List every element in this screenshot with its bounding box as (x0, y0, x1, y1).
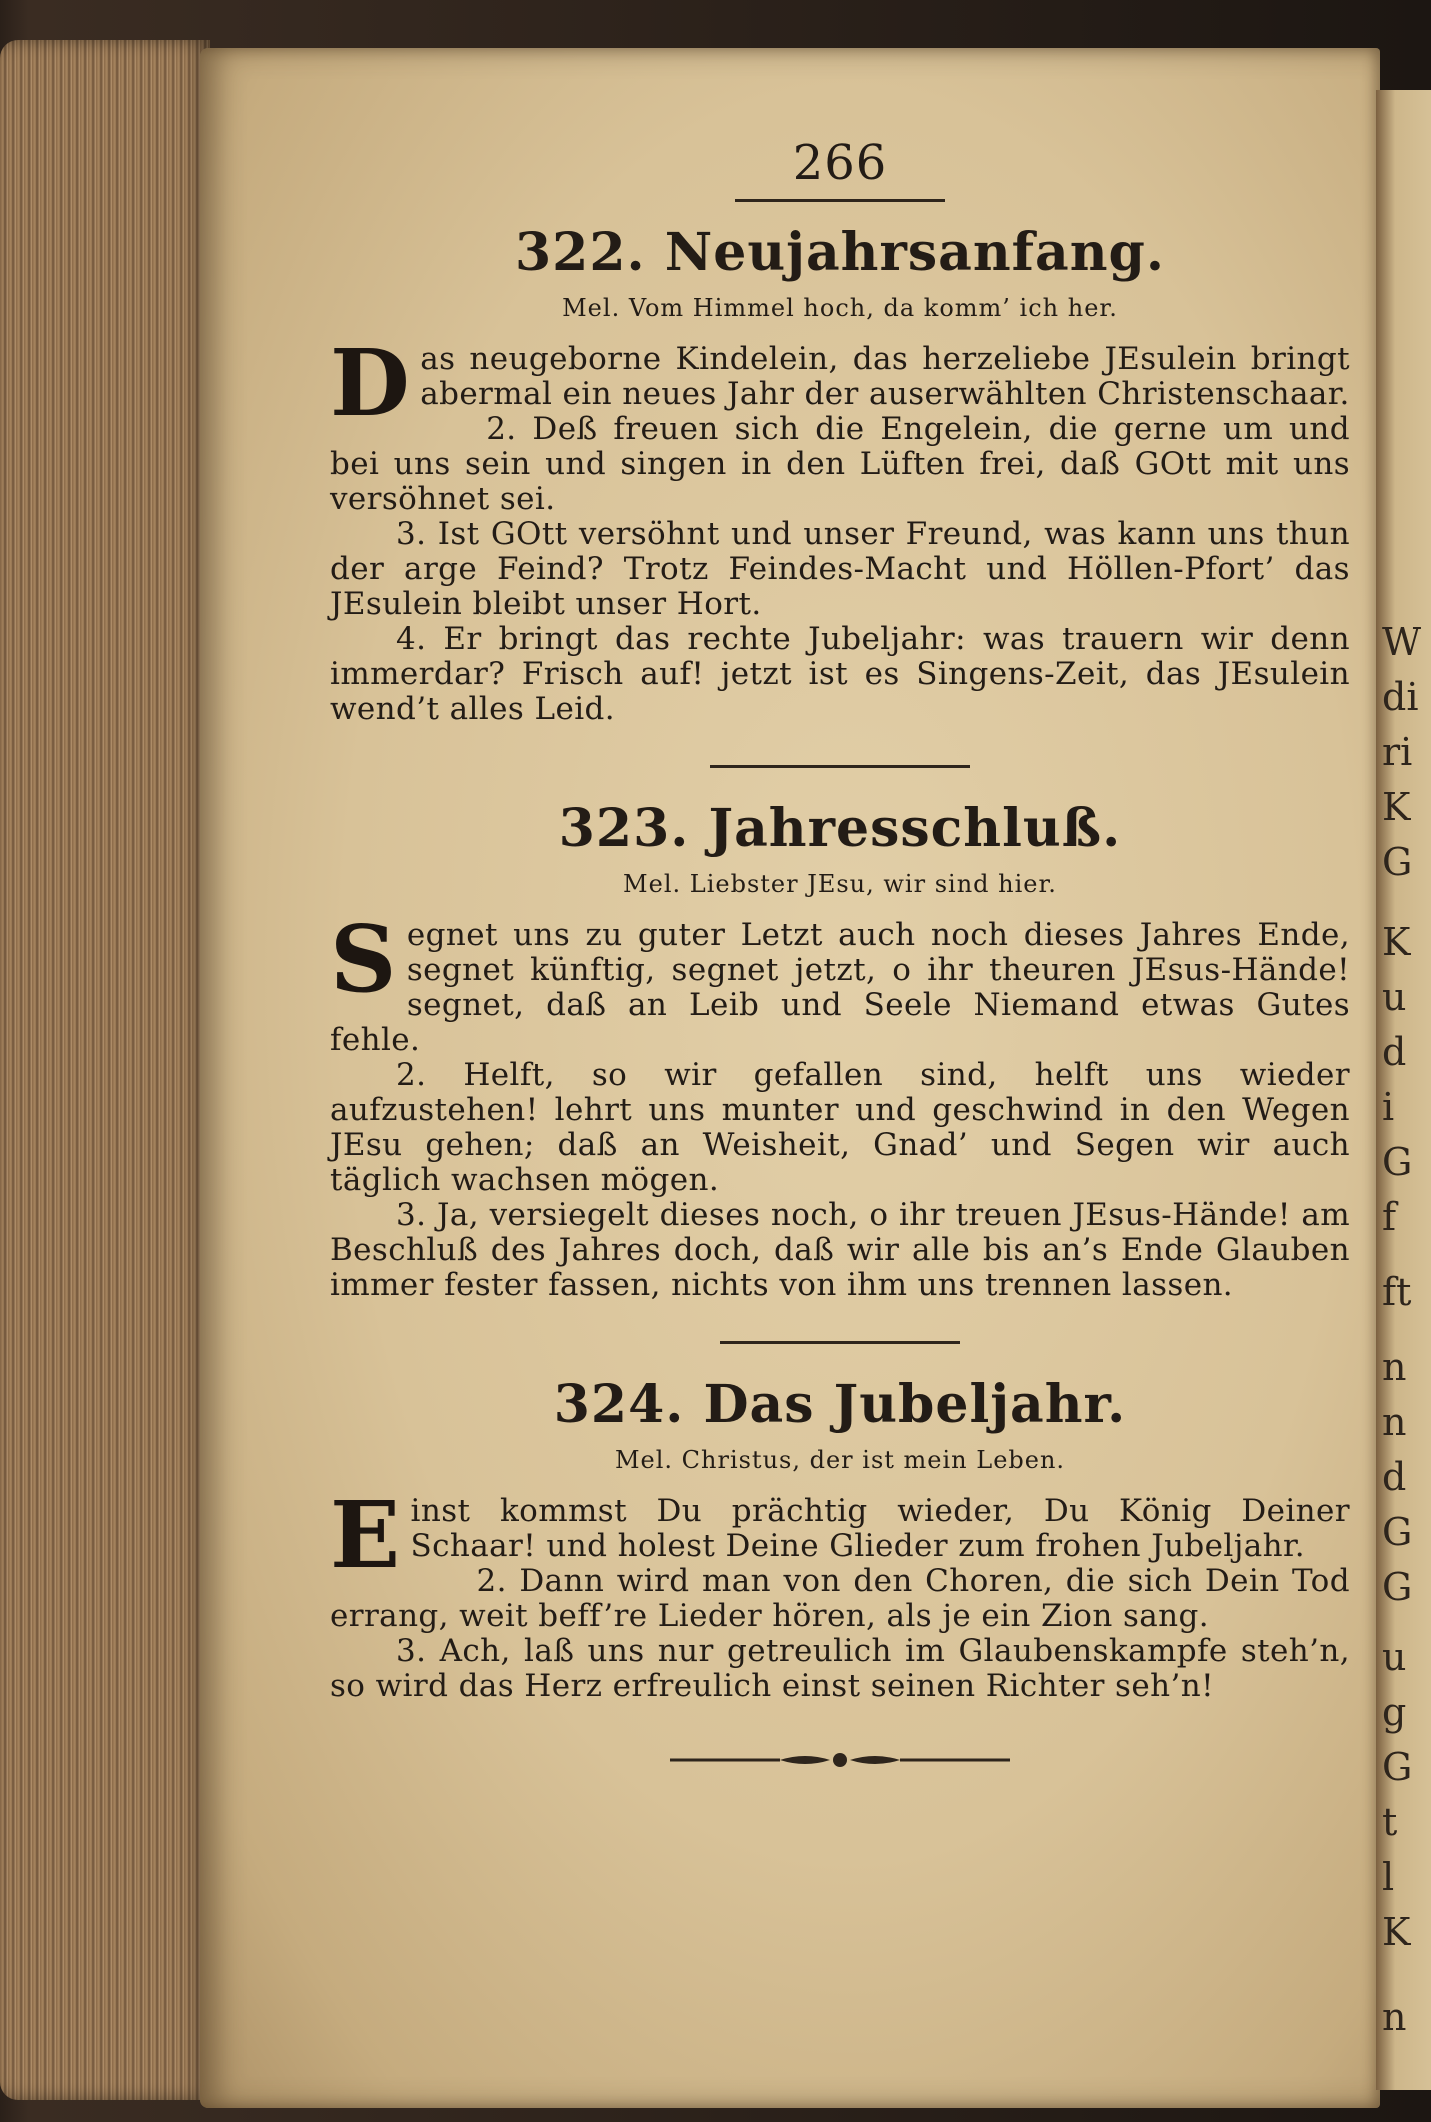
drop-cap: E (330, 1481, 401, 1589)
page-number-rule (735, 199, 945, 202)
facing-fragment: i (1382, 1085, 1395, 1129)
section-divider (710, 765, 970, 768)
hymn-title: 322. Neujahrsanfang. (515, 222, 1165, 283)
hymn-title: 323. Jahresschluß. (558, 798, 1122, 859)
verse-text: egnet uns zu guter Letzt auch noch dieses Jahres Ende, segnet künftig, segnet jetzt, o ihr theuren JEsus-Hände! segnet, daß an Leib und Seele Niemand etwas Gutes fehle. (330, 917, 1350, 1058)
facing-fragment: t (1382, 1800, 1398, 1844)
verse-2: 2. Helft, so wir gefallen sind, helft uns wieder aufzustehen! lehrt uns munter und geschwind in den Wegen JEsu gehen; daß an Weisheit, Gnad’ und Segen wir auch täglich wachsen mögen. (330, 1057, 1350, 1198)
verse-2: 2. Deß freuen sich die Engelein, die gerne um und bei uns sein und singen in den Lüften frei, daß GOtt mit uns versöhnet sei. (330, 411, 1350, 517)
facing-fragment: d (1382, 1030, 1407, 1074)
drop-cap: S (330, 905, 397, 1013)
facing-fragment: u (1382, 975, 1407, 1019)
facing-fragment: W (1382, 620, 1422, 664)
facing-fragment: n (1382, 1400, 1407, 1444)
facing-fragment: G (1382, 1565, 1413, 1609)
facing-fragment: n (1382, 1995, 1407, 2039)
page-edges (0, 40, 210, 2100)
verse-3: 3. Ist GOtt versöhnt und unser Freund, was kann uns thun der arge Feind? Trotz Feindes-Macht und Höllen-Pfort’ das JEsulein bleibt unser Hort. (330, 516, 1350, 622)
facing-fragment: G (1382, 1140, 1413, 1184)
page-text (330, 135, 1350, 1772)
verse-text: inst kommst Du prächtig wieder, Du König Deiner Schaar! und holest Deine Glieder zum frohen Jubeljahr. (410, 1493, 1350, 1564)
verse-1 (330, 905, 1350, 1058)
hymn-title: 324. Das Jubeljahr. (553, 1374, 1127, 1435)
facing-fragment: G (1382, 1745, 1413, 1789)
drop-cap: D (330, 329, 411, 437)
facing-fragment: G (1382, 1510, 1413, 1554)
facing-fragment: ri (1382, 730, 1413, 774)
section-divider (720, 1341, 960, 1344)
verse-3: 3. Ach, laß uns nur getreulich im Glaubenskampfe steh’n, so wird das Herz erfreulich einst seinen Richter seh’n! (330, 1633, 1350, 1704)
facing-fragment: ft (1382, 1270, 1412, 1314)
facing-fragment: u (1382, 1635, 1407, 1679)
hymn-melody: Mel. Liebster JEsu, wir sind hier. (623, 870, 1057, 898)
facing-fragment: d (1382, 1455, 1407, 1499)
facing-fragment: K (1382, 920, 1411, 964)
facing-fragment: g (1382, 1690, 1407, 1734)
facing-fragment: l (1382, 1855, 1395, 1899)
verse-2: 2. Dann wird man von den Choren, die sich Dein Tod errang, weit beff’re Lieder hören, als je ein Zion sang. (330, 1563, 1350, 1634)
hymn-323 (330, 798, 1350, 1303)
facing-page-edge (1376, 90, 1431, 2090)
hymn-322 (330, 222, 1350, 727)
facing-fragment: K (1382, 1910, 1411, 1954)
verse-1 (330, 1481, 1350, 1589)
hymn-melody: Mel. Christus, der ist mein Leben. (614, 1446, 1066, 1474)
verse-text: as neugeborne Kindelein, das herzeliebe JEsulein bringt abermal ein neues Jahr der auserwählten Christenschaar. (420, 341, 1350, 412)
verse-1 (330, 329, 1350, 437)
hymn-324 (330, 1374, 1350, 1704)
verse-4: 4. Er bringt das rechte Jubeljahr: was trauern wir denn immerdar? Frisch auf! jetzt ist es Singens-Zeit, das JEsulein wend’t alles Leid. (330, 621, 1350, 727)
facing-fragment: K (1382, 785, 1411, 829)
hymn-melody: Mel. Vom Himmel hoch, da komm’ ich her. (562, 294, 1118, 322)
facing-fragment: f (1382, 1195, 1397, 1239)
page-number: 266 (792, 135, 888, 191)
facing-fragment: n (1382, 1345, 1407, 1389)
end-ornament-icon (670, 1748, 1010, 1772)
facing-fragment: di (1382, 675, 1419, 719)
facing-fragment: G (1382, 840, 1413, 884)
verse-3: 3. Ja, versiegelt dieses noch, o ihr treuen JEsus-Hände! am Beschluß des Jahres doch, daß wir alle bis an’s Ende Glauben immer fester fassen, nichts von ihm uns trennen lassen. (330, 1197, 1350, 1303)
